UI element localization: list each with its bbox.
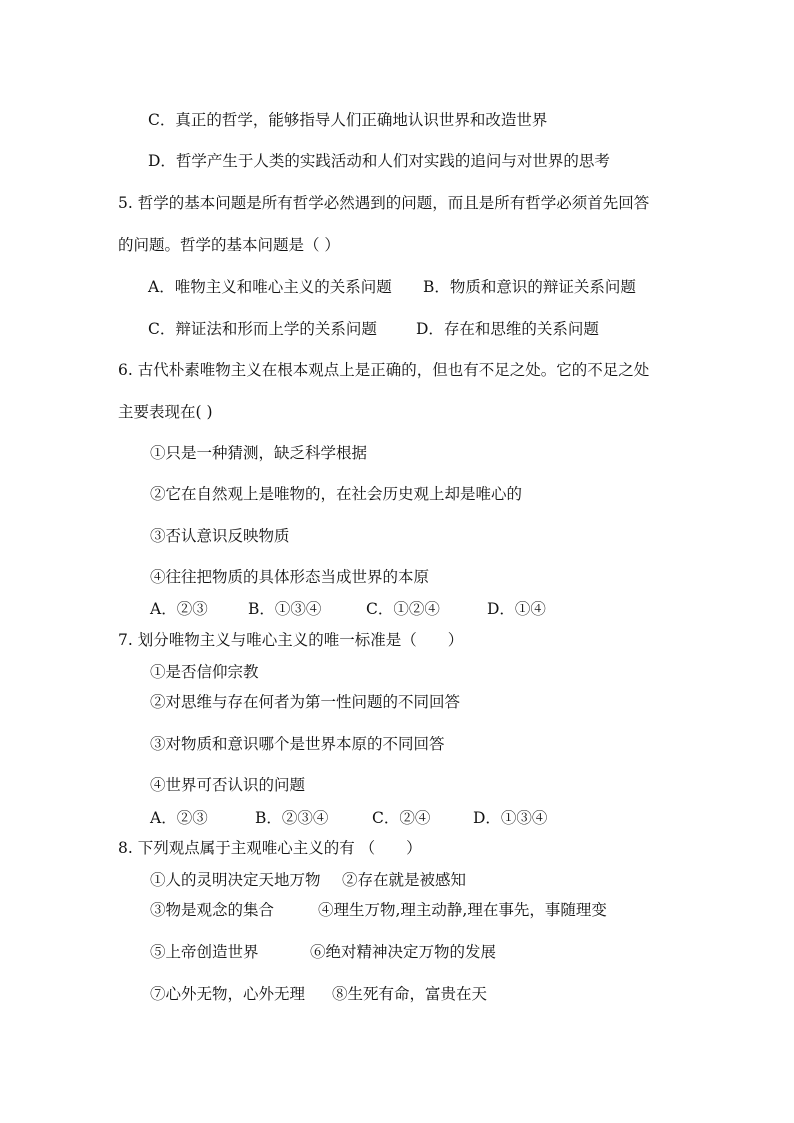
q6-statement-3: ③否认意识反映物质 <box>150 527 290 545</box>
q7-stem: 7. 划分唯物主义与唯心主义的唯一标准是（ ） <box>118 631 464 649</box>
q8-stem: 8. 下列观点属于主观唯心主义的有 （ ） <box>118 839 422 857</box>
q6-option-a: A．②③ <box>150 600 208 618</box>
q6-statement-2: ②它在自然观上是唯物的，在社会历史观上却是唯心的 <box>150 485 523 503</box>
q8-statement-5: ⑤上帝创造世界 <box>150 943 259 961</box>
q5-option-d: D．存在和思维的关系问题 <box>416 320 599 338</box>
q8-statement-1: ①人的灵明决定天地万物 <box>150 871 321 889</box>
q8-statement-7: ⑦心外无物，心外无理 <box>150 985 306 1003</box>
q5-option-b: B．物质和意识的辩证关系问题 <box>423 278 636 296</box>
q5-stem-line2: 的问题。哲学的基本问题是（ ） <box>118 236 340 254</box>
q5-option-a: A．唯物主义和唯心主义的关系问题 <box>148 278 392 296</box>
q6-statement-4: ④往往把物质的具体形态当成世界的本原 <box>150 568 430 586</box>
q7-option-a: A．②③ <box>150 809 208 827</box>
q8-statement-2: ②存在就是被感知 <box>342 871 467 889</box>
q6-statement-1: ①只是一种猜测，缺乏科学根据 <box>150 444 368 462</box>
q7-option-c: C．②④ <box>372 809 431 827</box>
q8-statement-8: ⑧生死有命，富贵在天 <box>332 985 488 1003</box>
q5-option-c: C．辩证法和形而上学的关系问题 <box>148 320 377 338</box>
q4-option-d: D．哲学产生于人类的实践活动和人们对实践的追问与对世界的思考 <box>148 152 610 170</box>
q7-statement-4: ④世界可否认识的问题 <box>150 776 306 794</box>
q7-statement-1: ①是否信仰宗教 <box>150 663 259 681</box>
q8-statement-4: ④理生万物,理主动静,理在事先，事随理变 <box>318 901 607 919</box>
q7-option-d: D．①③④ <box>473 809 548 827</box>
q7-statement-2: ②对思维与存在何者为第一性问题的不同回答 <box>150 693 461 711</box>
q8-statement-3: ③物是观念的集合 <box>150 901 275 919</box>
q6-option-d: D．①④ <box>487 600 546 618</box>
q6-stem-line1: 6. 古代朴素唯物主义在根本观点上是正确的，但也有不足之处。它的不足之处 <box>118 361 650 379</box>
q4-option-c: C．真正的哲学，能够指导人们正确地认识世界和改造世界 <box>148 111 548 129</box>
q8-statement-6: ⑥绝对精神决定万物的发展 <box>310 943 497 961</box>
q5-stem-line1: 5. 哲学的基本问题是所有哲学必然遇到的问题，而且是所有哲学必须首先回答 <box>118 194 650 212</box>
q7-option-b: B．②③④ <box>255 809 329 827</box>
q6-option-b: B．①③④ <box>248 600 322 618</box>
q7-statement-3: ③对物质和意识哪个是世界本原的不同回答 <box>150 735 445 753</box>
q6-option-c: C．①②④ <box>366 600 440 618</box>
q6-stem-line2: 主要表现在( ) <box>118 403 213 421</box>
